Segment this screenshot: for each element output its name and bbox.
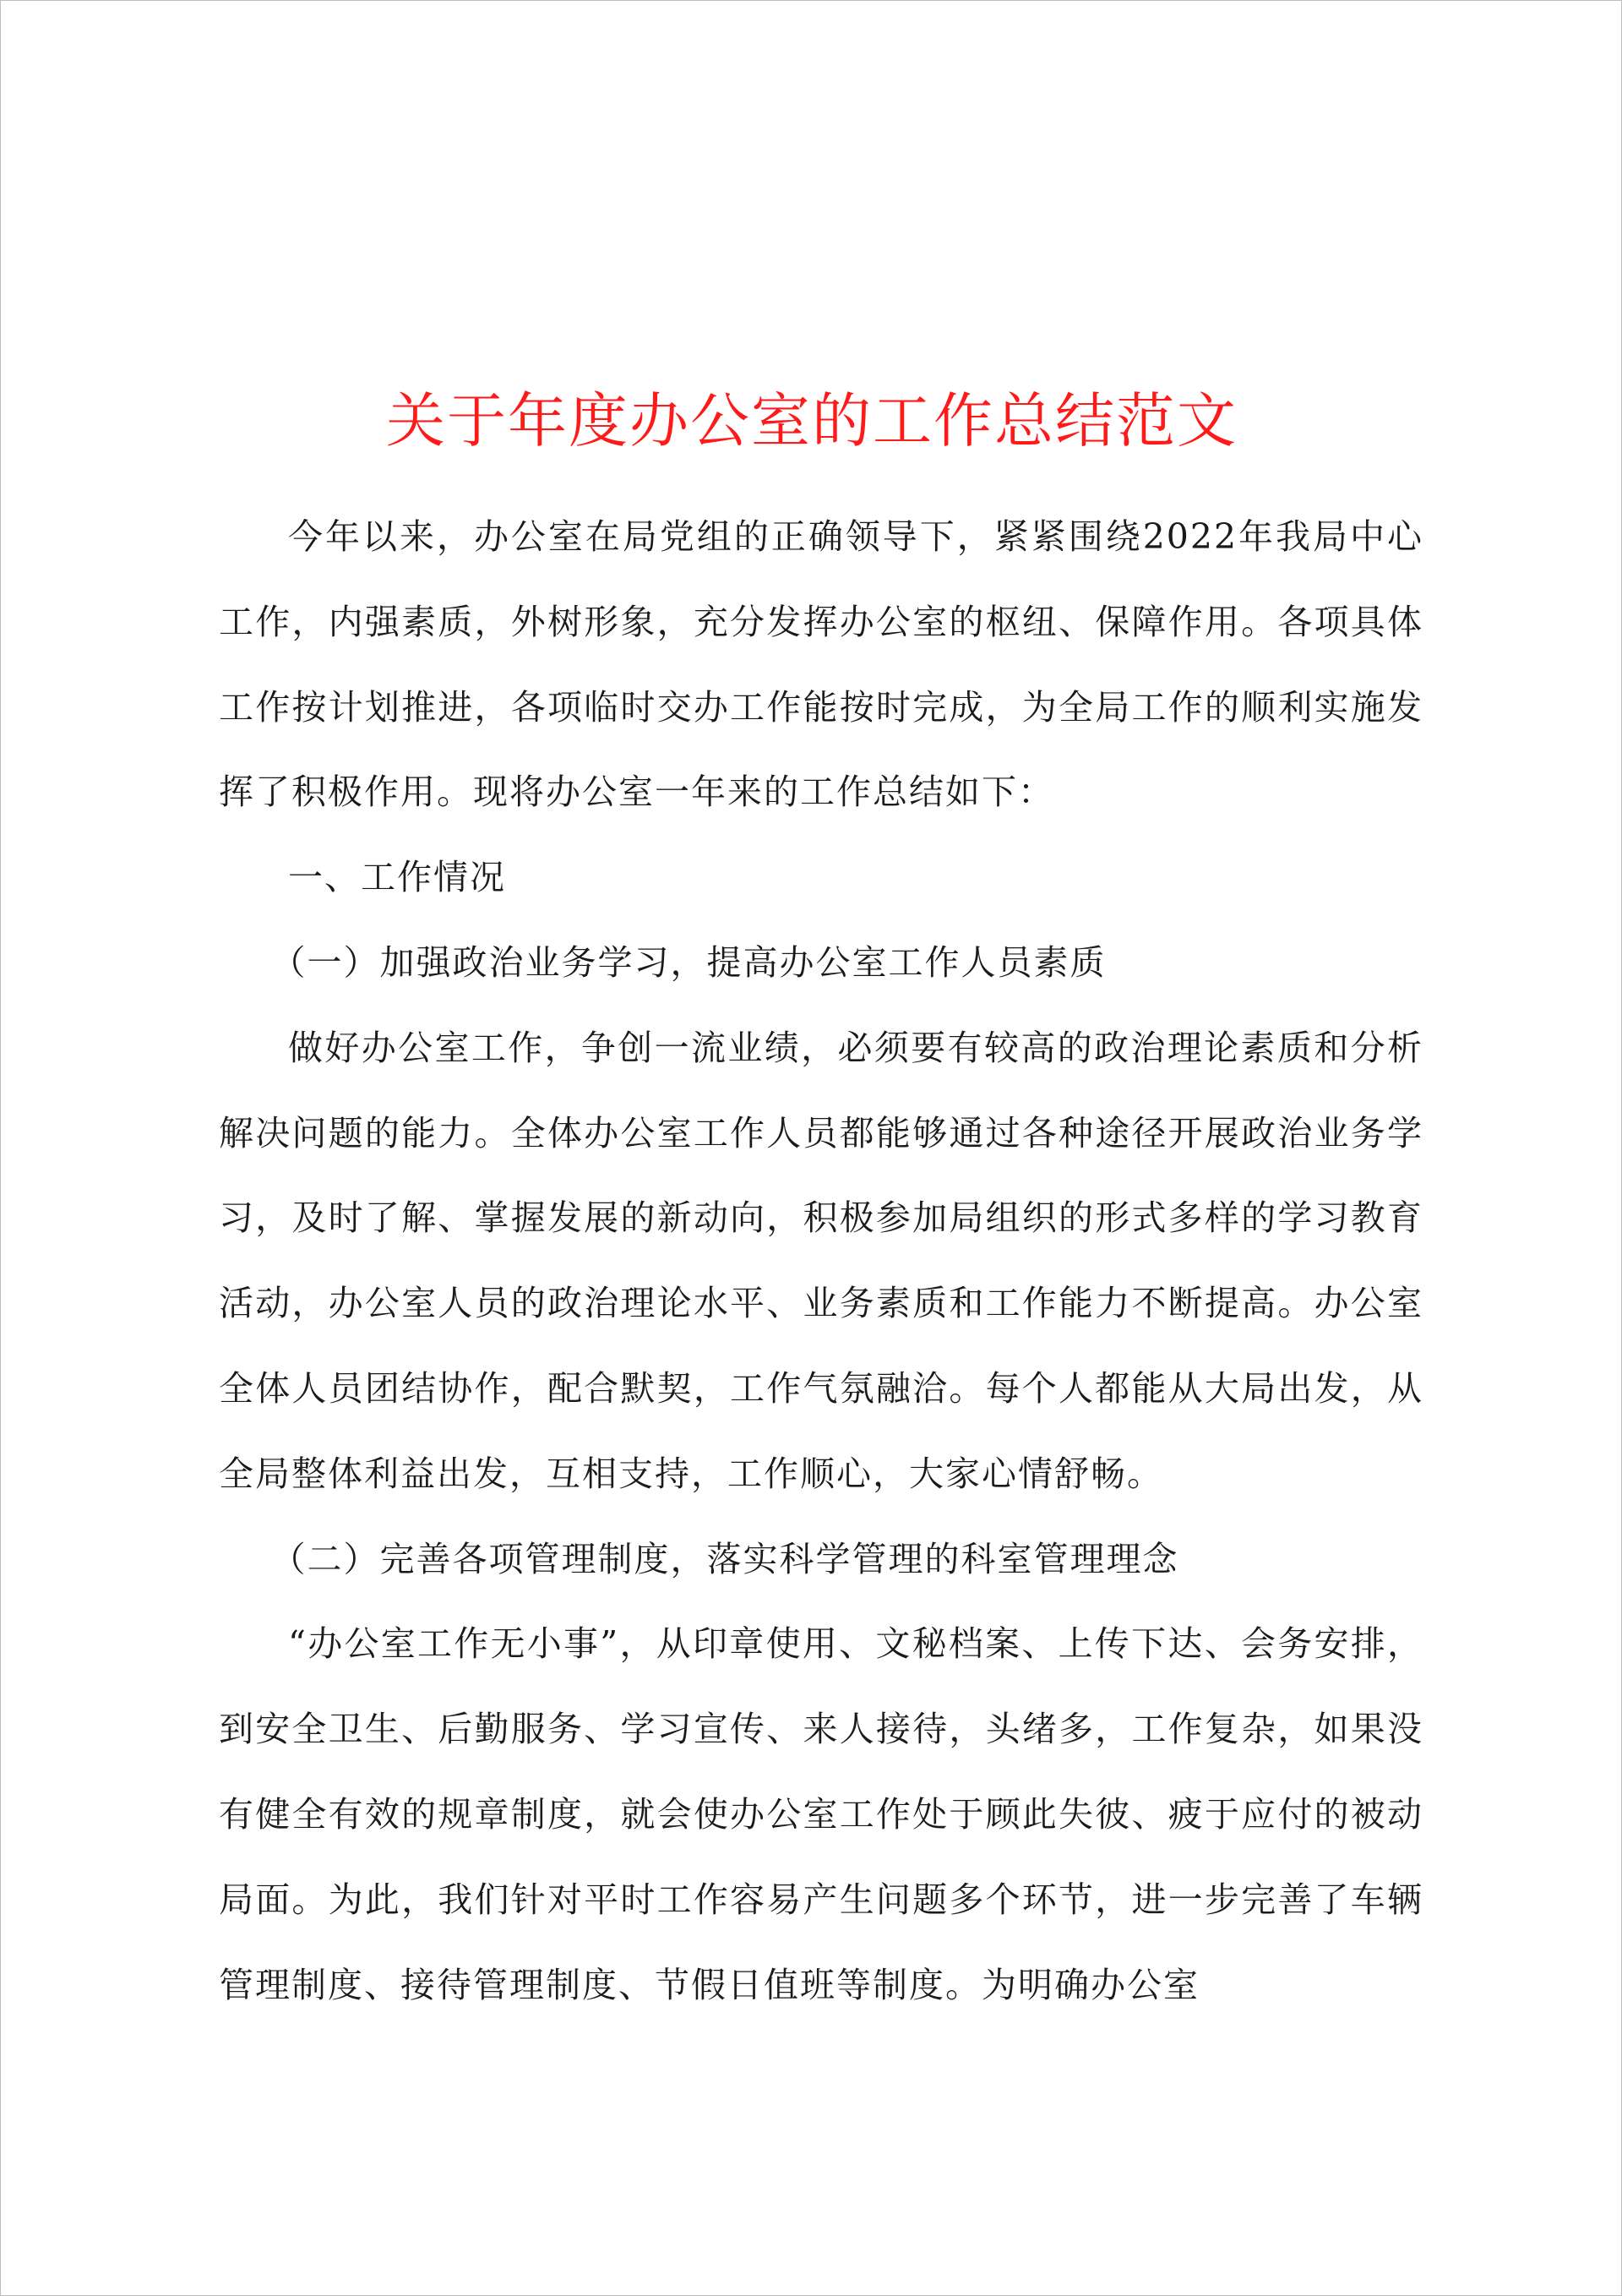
document-body: [219, 494, 1423, 2027]
section-heading-work-status: 一、工作情况: [288, 857, 506, 898]
body-paragraph-1: 做好办公室工作，争创一流业绩，必须要有较高的政治理论素质和分析解决问题的能力。全体办公室工作人员都能够通过各种途径开展政治业务学习，及时了解、掌握发展的新动向，积极参加局组织的形式多样的学习教育活动，办公室人员的政治理论水平、业务素质和工作能力不断提高。办公室全体人员团结协作，配合默契，工作气氛融洽。每个人都能从大局出发，从全局整体利益出发，互相支持，工作顺心，大家心情舒畅。: [219, 1027, 1423, 1494]
document-title: 关于年度办公室的工作总结范文: [386, 385, 1238, 455]
intro-paragraph: 今年以来，办公室在局党组的正确领导下，紧紧围绕2022年我局中心工作，内强素质，外树形象，充分发挥办公室的枢纽、保障作用。各项具体工作按计划推进，各项临时交办工作能按时完成，为全局工作的顺利实施发挥了积极作用。现将办公室一年来的工作总结如下：: [219, 516, 1423, 813]
subsection-heading-2: （二）完善各项管理制度，落实科学管理的科室管理理念: [270, 1538, 1179, 1579]
body-paragraph-2: “办公室工作无小事”，从印章使用、文秘档案、上传下达、会务安排，到安全卫生、后勤服务、学习宣传、来人接待，头绪多，工作复杂，如果没有健全有效的规章制度，就会使办公室工作处于顾此失彼、疲于应付的被动局面。为此，我们针对平时工作容易产生问题多个环节，进一步完善了车辆管理制度、接待管理制度、节假日值班等制度。为明确办公室: [219, 1623, 1423, 2005]
subsection-heading-1: （一）加强政治业务学习，提高办公室工作人员素质: [270, 941, 1107, 983]
